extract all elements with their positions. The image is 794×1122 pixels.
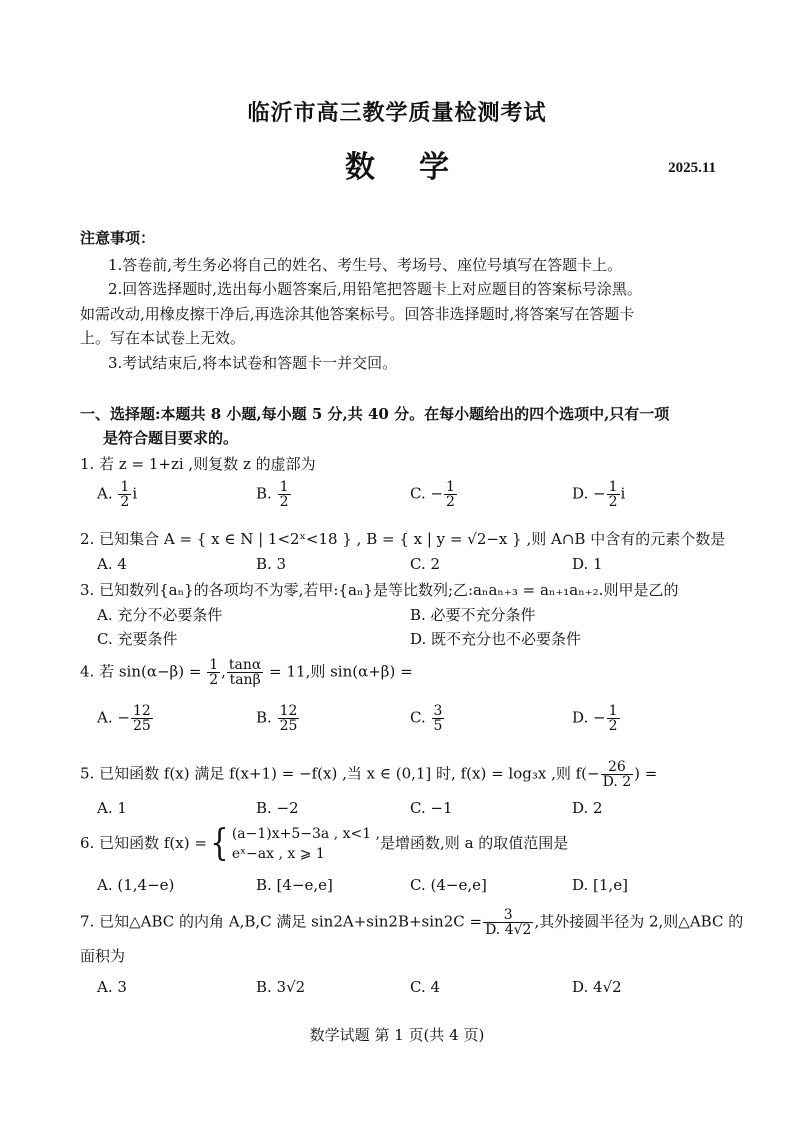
q4-c-den: 5 xyxy=(433,718,443,734)
page-footer: 数学试题 第 1 页(共 4 页) xyxy=(309,1026,485,1044)
q5-option-b: B. −2 xyxy=(256,799,299,817)
q4-a-num: 12 xyxy=(132,703,151,719)
q5-option-a: A. 1 xyxy=(97,799,127,817)
q3-option-c: C. 充要条件 xyxy=(97,630,178,648)
q1-b-label: B. xyxy=(256,484,272,503)
q1-c-den: 2 xyxy=(446,494,455,510)
q1-option-b xyxy=(256,480,292,509)
q2-option-b: B. 3 xyxy=(256,555,287,573)
question-7-stem-cont: 面积为 xyxy=(80,947,126,965)
notice-item-3: 3.考试结束后,将本试卷和答题卡一并交回。 xyxy=(108,354,398,372)
q7-option-d: D. 4√2 xyxy=(572,978,622,996)
q1-option-c xyxy=(410,480,458,509)
q4-a-den: 25 xyxy=(132,718,151,734)
question-5-stem xyxy=(80,760,657,789)
question-6-stem xyxy=(80,824,568,864)
q7-option-c: C. 4 xyxy=(410,978,441,996)
q1-option-a xyxy=(97,480,137,509)
q1-d-label: D. − xyxy=(572,484,606,503)
q6-case-1: (a−1)x+5−3a , x<1 , xyxy=(231,826,381,842)
q6-stem-post: 是增函数,则 a 的取值范围是 xyxy=(380,834,569,852)
q1-d-num: 1 xyxy=(608,479,618,495)
q6-cases xyxy=(232,824,380,864)
q7-option-b: B. 3√2 xyxy=(256,978,306,996)
q4-frac-1-num: 1 xyxy=(209,657,219,673)
q1-c-frac xyxy=(444,480,457,509)
q4-a-frac xyxy=(131,704,153,733)
section-heading-cont: 是符合题目要求的。 xyxy=(103,429,239,447)
question-7-stem xyxy=(80,908,743,937)
q1-c-num: 1 xyxy=(446,479,455,495)
q7-frac xyxy=(483,908,533,937)
q1-b-num: 1 xyxy=(279,479,289,495)
q3-option-d: D. 既不充分也不必要条件 xyxy=(410,630,582,648)
q4-d-num: 1 xyxy=(608,703,618,719)
q2-option-c: C. 2 xyxy=(410,555,441,573)
q5-frac-num: 26 xyxy=(601,760,634,775)
q4-frac-2 xyxy=(227,658,263,687)
question-3-stem: 3. 已知数列{aₙ}的各项均不为零,若甲:{aₙ}是等比数列;乙:aₙaₙ₊₃ = aₙ₊₁aₙ₊₂.则甲是乙的 xyxy=(80,581,679,599)
notice-heading: 注意事项： xyxy=(80,229,156,247)
q4-stem-mid: , xyxy=(221,662,226,681)
q5-frac xyxy=(601,760,634,789)
q4-stem-pre: 4. 若 sin(α−β) = xyxy=(80,662,202,681)
q1-d-den: 2 xyxy=(608,494,618,510)
q6-brace: { xyxy=(210,823,229,864)
q6-stem-pre: 6. 已知函数 f(x) = xyxy=(80,834,207,852)
q4-c-num: 3 xyxy=(433,703,443,719)
q4-b-den: 25 xyxy=(279,718,298,734)
q7-frac-num: 3 xyxy=(483,908,533,923)
q4-c-frac xyxy=(432,704,445,733)
q1-a-den: 2 xyxy=(120,494,130,510)
notice-item-2: 2.回答选择题时,选出每小题答案后,用铅笔把答题卡上对应题目的答案标号涂黑。 xyxy=(108,280,642,298)
q3-option-a: A. 充分不必要条件 xyxy=(97,606,223,624)
q6-case-2: eˣ−ax , x ⩾ 1 xyxy=(231,846,325,862)
q4-option-b xyxy=(256,704,300,733)
q1-c-label: C. − xyxy=(410,484,444,503)
q4-frac-2-den: tanβ xyxy=(229,672,261,688)
q7-stem-pre: 7. 已知△ABC 的内角 A,B,C 满足 sin2A+sin2B+sin2C = xyxy=(80,912,483,931)
q6-option-a: A. (1,4−e) xyxy=(97,876,175,894)
q1-d-i: i xyxy=(620,484,626,503)
q4-b-label: B. xyxy=(256,708,272,727)
q4-d-den: 2 xyxy=(608,718,618,734)
q4-d-label: D. − xyxy=(572,708,606,727)
q7-frac-den: D. 4√2 xyxy=(485,922,532,938)
q6-option-d: D. [1,e] xyxy=(572,876,628,894)
q1-b-frac xyxy=(278,480,291,509)
q1-option-d xyxy=(572,480,625,509)
notice-item-2-end: 上。写在本试卷上无效。 xyxy=(80,329,246,347)
exam-title: 临沂市高三教学质量检测考试 xyxy=(247,100,547,126)
q1-b-den: 2 xyxy=(279,494,289,510)
notice-item-1: 1.答卷前,考生务必将自己的姓名、考生号、考场号、座位号填写在答题卡上。 xyxy=(108,256,623,274)
q3-option-b: B. 必要不充分条件 xyxy=(410,606,536,624)
q2-option-a: A. 4 xyxy=(97,555,127,573)
q7-option-a: A. 3 xyxy=(97,978,127,996)
q1-a-i: i xyxy=(132,484,138,503)
q4-option-a xyxy=(97,704,154,733)
question-2-stem: 2. 已知集合 A = { x ∈ N | 1<2ˣ<18 } , B = { x | y = √2−x } ,则 A∩B 中含有的元素个数是 xyxy=(80,530,726,548)
q1-a-num: 1 xyxy=(120,479,130,495)
q1-a-label: A. xyxy=(97,484,113,503)
q2-option-d: D. 1 xyxy=(572,555,603,573)
q5-frac-den: D. 2 xyxy=(602,774,632,790)
q4-b-num: 12 xyxy=(279,703,298,719)
subject-char-1: 数 xyxy=(345,150,375,185)
q4-stem-eq: = 11,则 sin(α+β) = xyxy=(269,662,413,681)
q4-option-d xyxy=(572,704,621,733)
q5-option-d: D. 2 xyxy=(572,799,603,817)
q4-b-frac xyxy=(278,704,300,733)
q4-frac-1 xyxy=(207,658,220,687)
q6-option-c: C. (4−e,e] xyxy=(410,876,487,894)
notice-item-2-cont: 如需改动,用橡皮擦干净后,再选涂其他答案标号。回答非选择题时,将答案写在答题卡 xyxy=(80,305,635,323)
exam-date: 2025.11 xyxy=(668,160,716,176)
q6-option-b: B. [4−e,e] xyxy=(256,876,333,894)
question-4-stem xyxy=(80,658,413,687)
q5-stem-post: ) = xyxy=(634,764,658,783)
q5-stem-pre: 5. 已知函数 f(x) 满足 f(x+1) = −f(x) ,当 x ∈ (0,1] 时, f(x) = log₃x ,则 f(− xyxy=(80,764,600,783)
q1-d-frac xyxy=(607,480,620,509)
q4-d-frac xyxy=(607,704,620,733)
q4-a-label: A. − xyxy=(97,708,130,727)
q7-stem-post: ,其外接圆半径为 2,则△ABC 的 xyxy=(534,912,744,931)
section-heading: 一、选择题:本题共 8 小题,每小题 5 分,共 40 分。在每小题给出的四个选项中,只有一项 xyxy=(80,405,670,423)
question-1-stem: 1. 若 z = 1+zi ,则复数 z 的虚部为 xyxy=(80,455,316,473)
subject-char-2: 学 xyxy=(419,150,449,185)
q1-a-frac xyxy=(118,480,131,509)
q4-frac-1-den: 2 xyxy=(209,672,219,688)
q5-option-c: C. −1 xyxy=(410,799,453,817)
q4-option-c xyxy=(410,704,445,733)
q4-frac-2-num: tanα xyxy=(228,657,262,673)
q4-c-label: C. xyxy=(410,708,426,727)
